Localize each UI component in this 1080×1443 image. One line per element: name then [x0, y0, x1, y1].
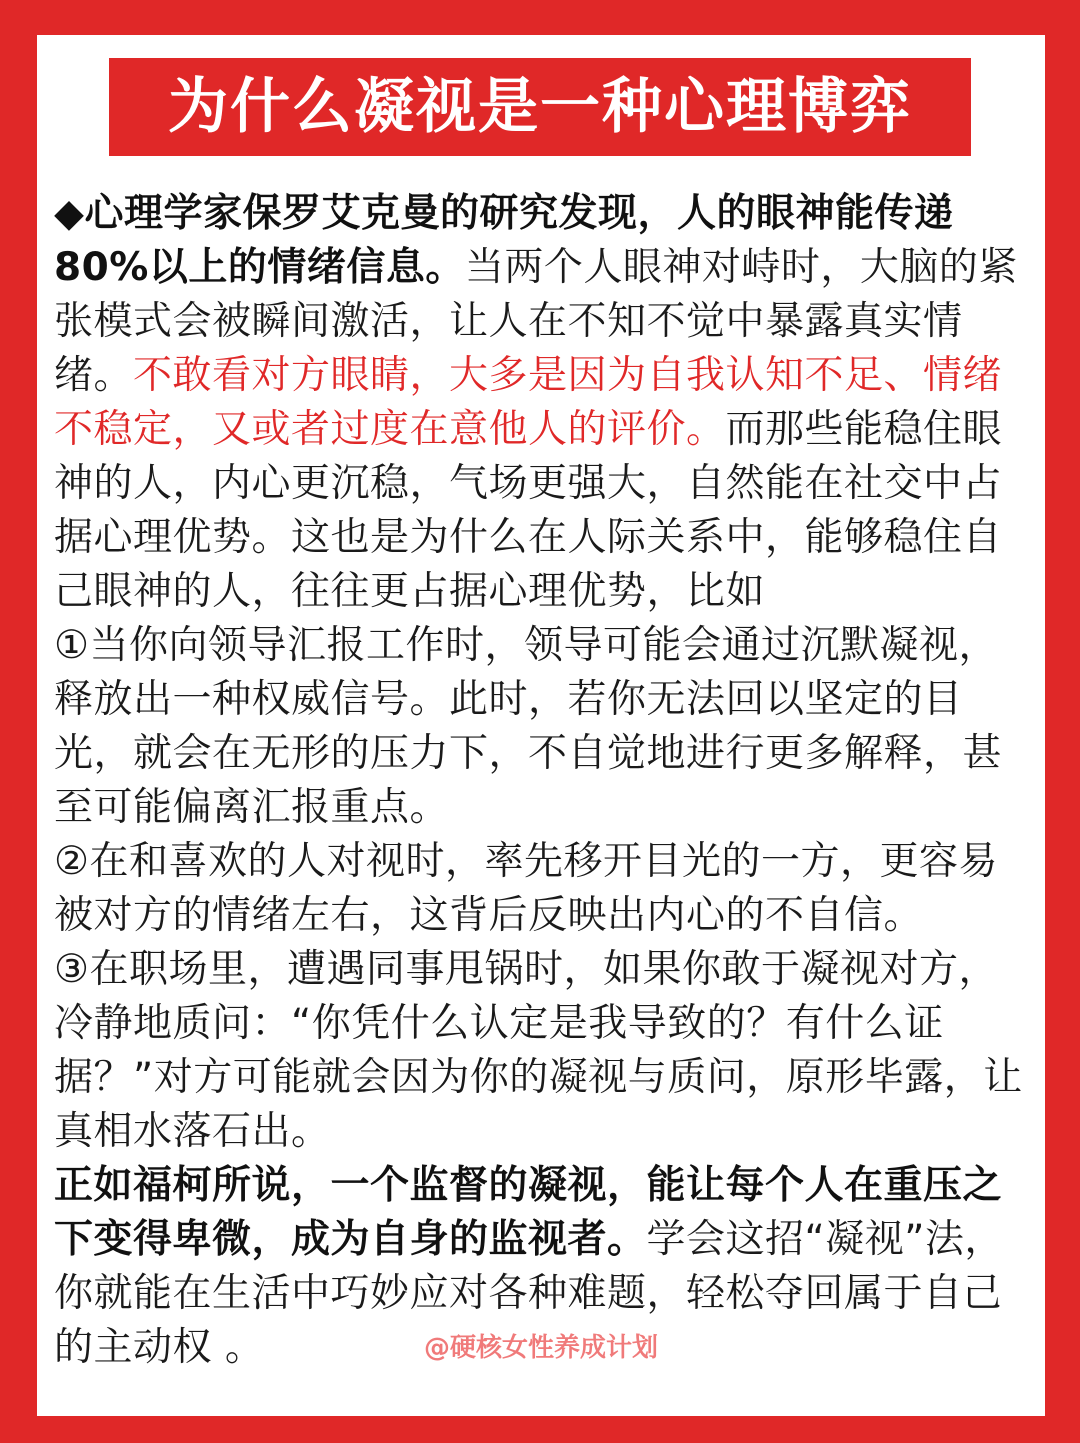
intro-paragraph — [54, 187, 1029, 619]
author-watermark: @硬核女性养成计划 — [423, 1333, 658, 1363]
intro-red-highlight: 不敢看对方眼睛，大多是因为自我认知不足、情绪不稳定，又或者过度在意他人的评价。 — [54, 353, 1003, 452]
conclusion-bold: 正如福柯所说，一个监督的凝视，能让每个人在重压之下变得卑微，成为自身的监视者。 — [54, 1163, 1003, 1262]
conclusion-text: 学会这招“凝视”法，你就能在生活中巧妙应对各种难题，轻松夺回属于自己的主动权 。 — [54, 1217, 1004, 1370]
example-1: ①当你向领导汇报工作时，领导可能会通过沉默凝视，释放出一种权威信号。此时，若你无法回以坚定的目光，就会在无形的压力下，不自觉地进行更多解释，甚至可能偏离汇报重点。 — [54, 623, 1003, 830]
page-title: 为什么凝视是一种心理博弈 — [109, 58, 971, 156]
example-2: ②在和喜欢的人对视时，率先移开目光的一方，更容易被对方的情绪左右，这背后反映出内心的不自信。 — [54, 839, 998, 938]
intro-bold-lead: ◆心理学家保罗艾克曼的研究发现，人的眼神能传递80%以上的情绪信息。 — [54, 191, 954, 290]
example-3: ③在职场里，遭遇同事甩锅时，如果你敢于凝视对方，冷静地质问：“你凭什么认定是我导致的？有什么证据？”对方可能就会因为你的凝视与质问，原形毕露，让真相水落石出。 — [54, 947, 1023, 1154]
article-body — [54, 187, 1029, 1375]
intro-text-2: 而那些能稳住眼神的人，内心更沉稳，气场更强大，自然能在社交中占据心理优势。这也是为什么在人际关系中，能够稳住自己眼神的人，往往更占据心理优势，比如 — [54, 407, 1003, 614]
content-card — [37, 35, 1045, 1416]
intro-text-1: 当两个人眼神对峙时，大脑的紧张模式会被瞬间激活，让人在不知不觉中暴露真实情绪。 — [54, 245, 1018, 398]
